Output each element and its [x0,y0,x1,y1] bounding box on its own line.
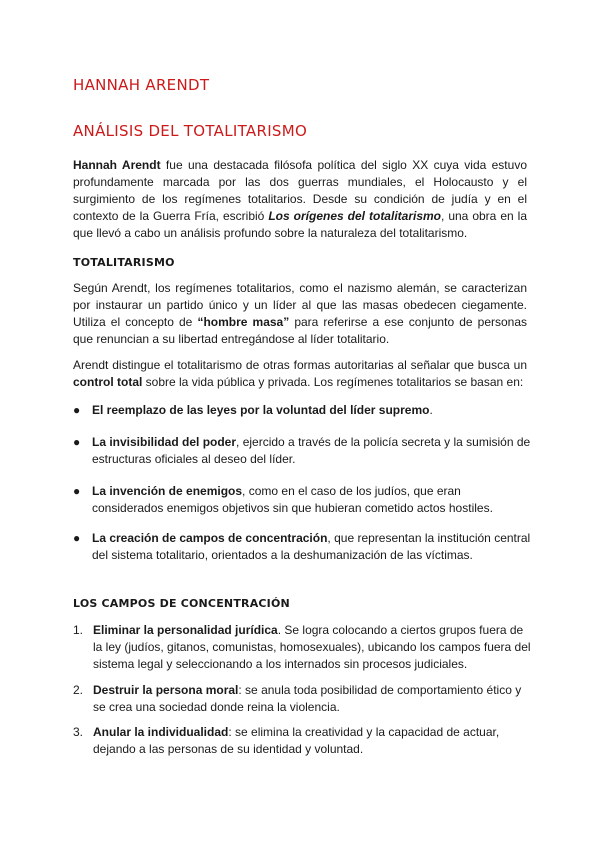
page-title: HANNAH ARENDT [73,76,210,94]
list-item [73,402,533,419]
list-number: 3. [73,725,84,739]
intro-paragraph [73,157,527,242]
list-item [73,530,533,564]
book-title: Los orígenes del totalitarismo [268,209,441,223]
list-item [73,483,533,517]
author-name: Hannah Arendt [73,158,161,172]
page-subtitle: ANÁLISIS DEL TOTALITARISMO [73,122,308,140]
list-number: 1. [73,623,84,637]
bullet-icon: ● [73,484,81,498]
intro-text-a: fue una destacada filósofa política del siglo XX cuya vida estuvo profundamente marcada por las dos guerras mundiales, el Holocausto y el surgimiento de los regímenes totalitarios. Desde su condición de judía y en el contexto de la Guerra Fría, escribió [73,158,527,223]
p2-text-a: Arendt distingue el totalitarismo de otras formas autoritarias al señalar que busca un [73,358,527,372]
list-item [73,724,533,758]
item-text: . Se logra colocando a ciertos grupos fuera de la ley (judíos, gitanos, comunistas, homosexuales), ubicando los campos fuera del sistema legal y seleccionando a los internados sin procesos judiciales. [93,623,531,671]
bullet-text: , como en el caso de los judíos, que eran considerados enemigos objetivos sin que hubieran cometido actos hostiles. [92,484,493,515]
totalitarismo-paragraph-1 [73,280,527,348]
p1-text-b: para referirse a ese conjunto de personas que renuncian a su libertad entregándose al líder totalitario. [73,315,528,346]
section-heading-campos: LOS CAMPOS DE CONCENTRACIÓN [73,597,290,610]
p2-text-b: sobre la vida pública y privada. Los regímenes totalitarios se basan en: [142,375,524,389]
bullet-text: , ejercido a través de la policía secreta y la sumisión de estructuras oficiales al deseo del líder. [92,435,531,466]
p1-text-a: Según Arendt, los regímenes totalitarios, como el nazismo alemán, se caracterizan por instaurar un partido único y un líder al que las masas obedecen ciegamente. Utiliza el concepto de [73,281,527,329]
intro-text-b: , una obra en la que llevó a cabo un análisis profundo sobre la naturaleza del totalitarismo. [73,209,528,240]
bullet-bold-text: La creación de campos de concentración [92,531,328,545]
list-number: 2. [73,683,84,697]
list-item [73,622,533,673]
totalitarismo-paragraph-2 [73,357,527,391]
item-bold-text: Anular la individualidad [93,725,229,739]
item-text: : se anula toda posibilidad de comportamiento ético y se crea una sociedad donde reina la violencia. [93,683,522,714]
hombre-masa-term: “hombre masa” [197,315,290,329]
bullet-text: , que representan la institución central del sistema totalitario, orientados a la deshumanización de las víctimas. [92,531,531,562]
list-item [73,434,533,468]
list-item [73,682,533,716]
bullet-bold-text: La invención de enemigos [92,484,243,498]
item-bold-text: Eliminar la personalidad jurídica [93,623,278,637]
bullet-icon: ● [73,435,81,449]
control-total-term: control total [73,375,143,389]
bullet-bold-text: El reemplazo de las leyes por la voluntad del líder supremo [92,403,430,417]
bullet-icon: ● [73,403,81,417]
bullet-text: . [429,403,433,417]
section-heading-totalitarismo: TOTALITARISMO [73,256,175,269]
bullet-bold-text: La invisibilidad del poder [92,435,237,449]
item-bold-text: Destruir la persona moral [93,683,239,697]
item-text: : se elimina la creatividad y la capacidad de actuar, dejando a las personas de su identidad y voluntad. [93,725,500,756]
bullet-icon: ● [73,531,81,545]
